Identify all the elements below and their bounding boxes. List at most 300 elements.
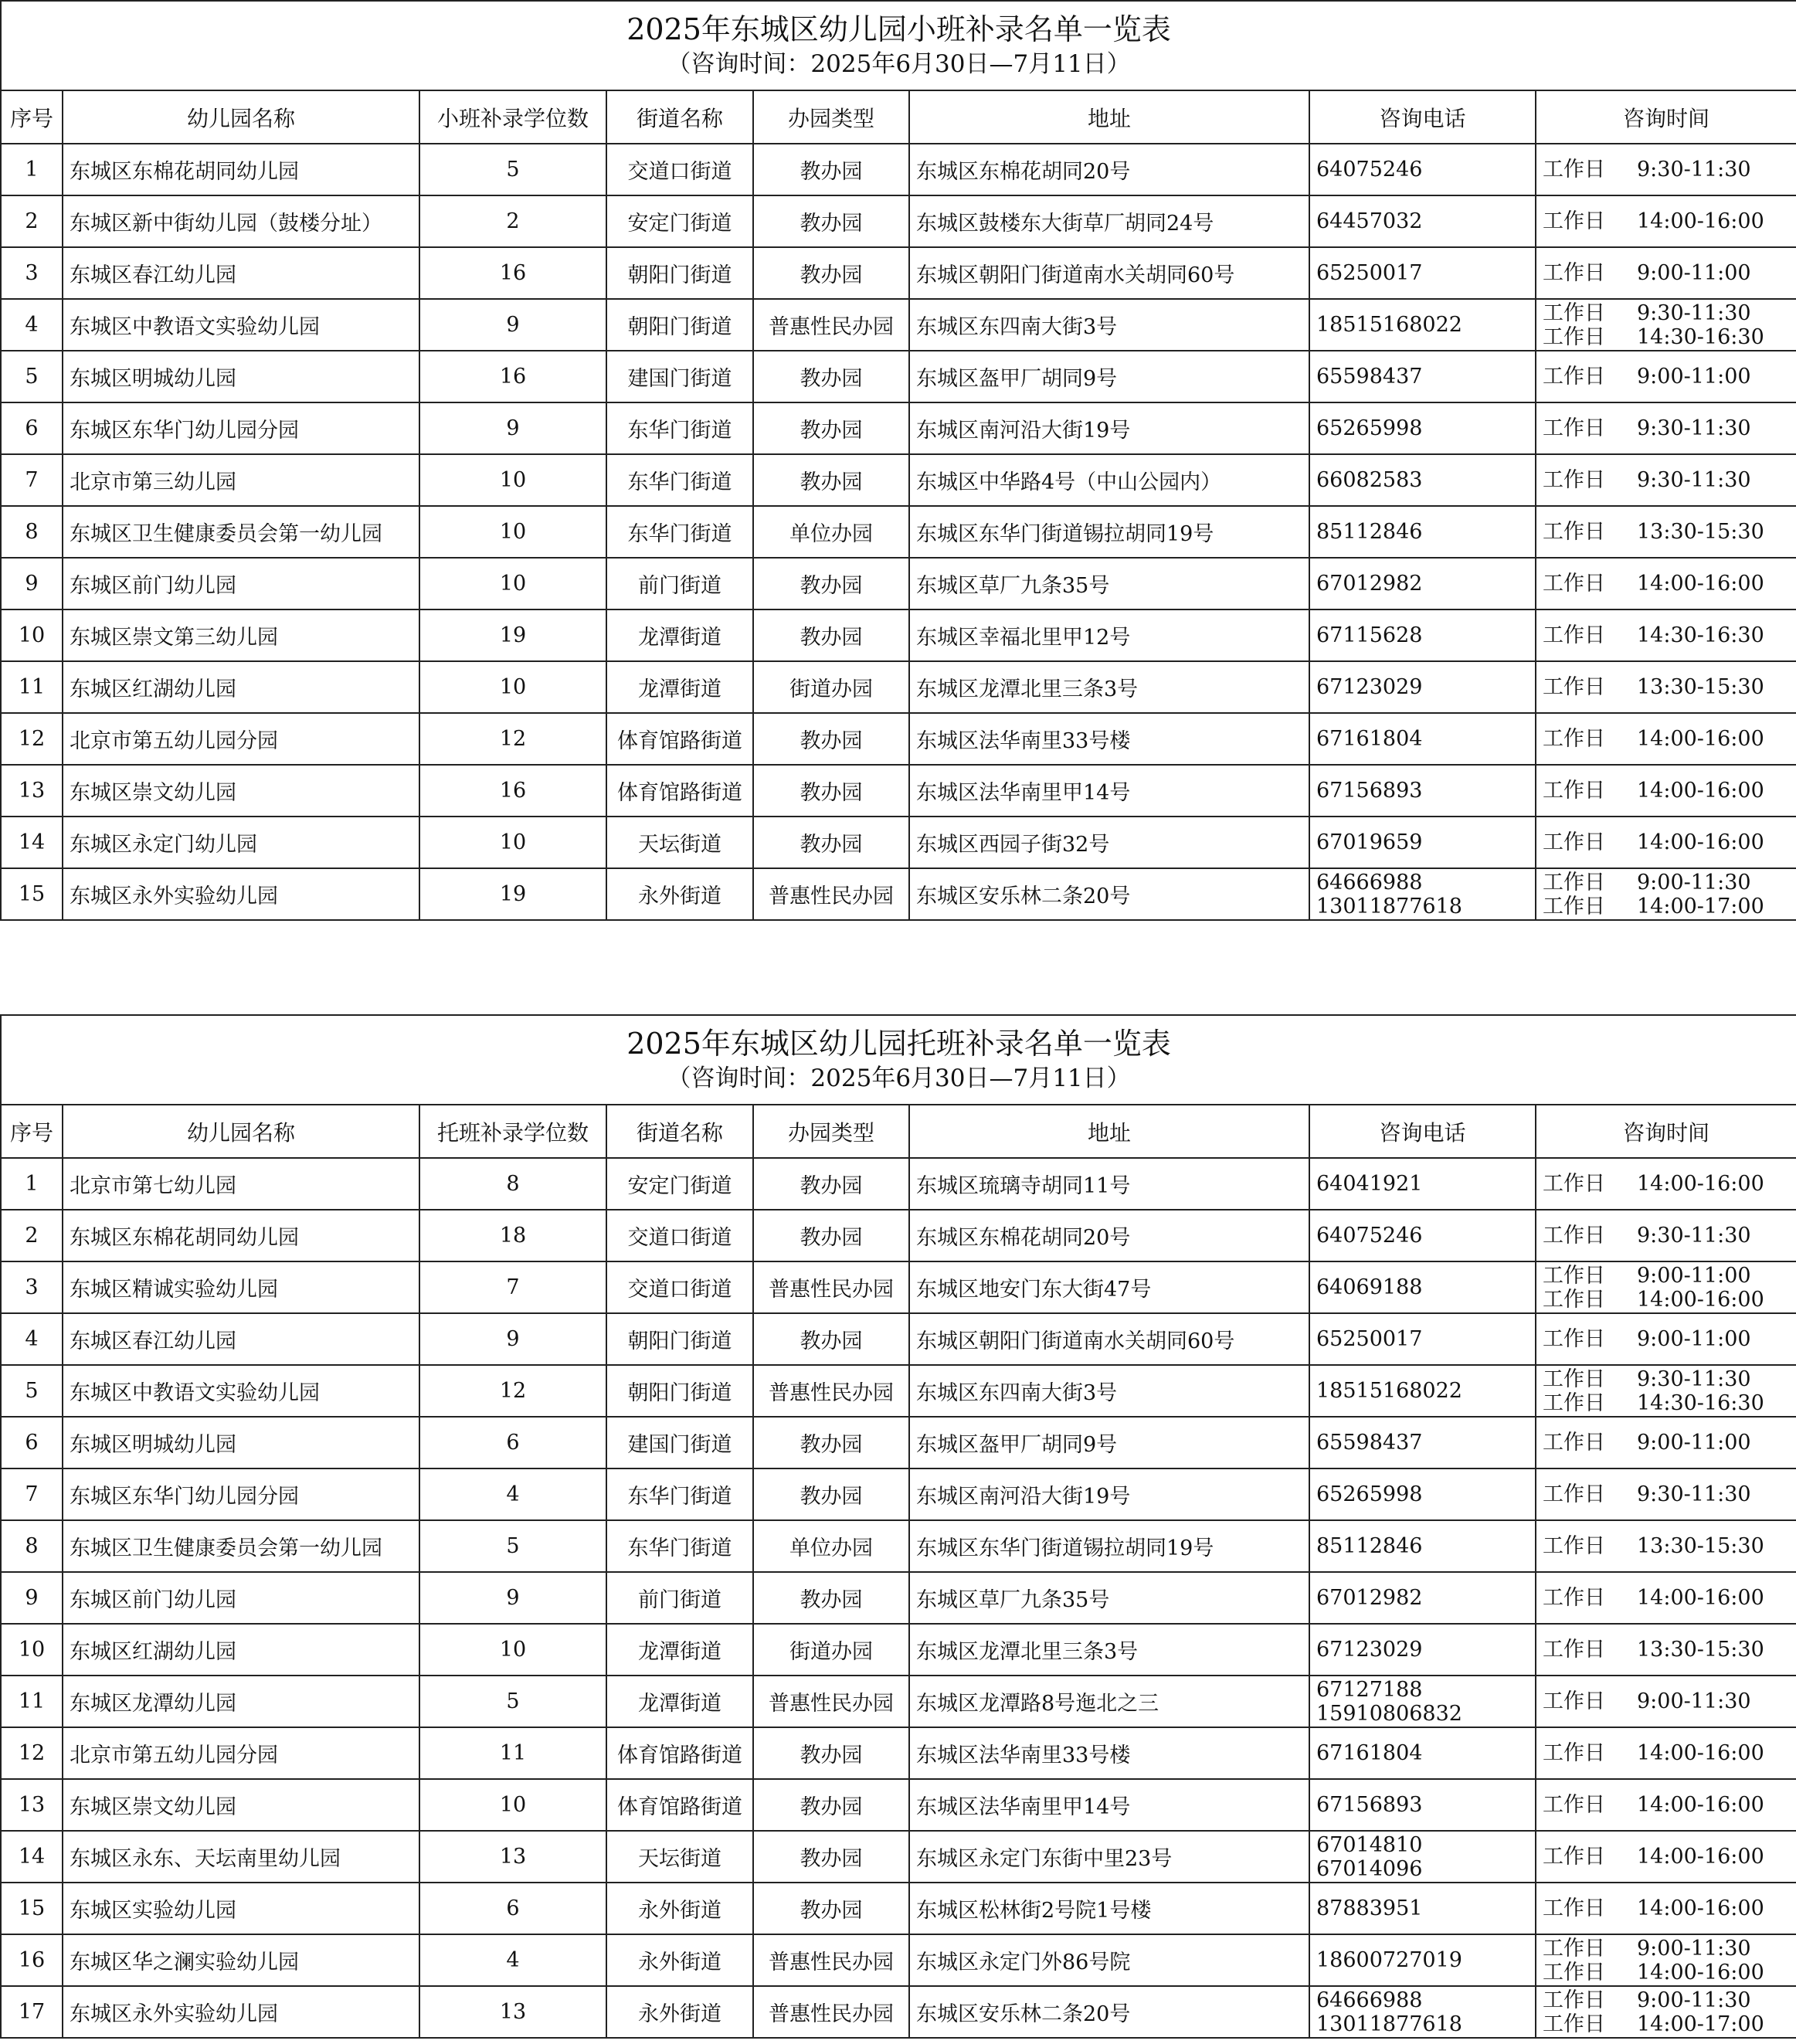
cell-row-number: 2 — [1, 195, 63, 247]
consult-day: 工作日 — [1543, 727, 1605, 751]
cell-row-number: 8 — [1, 506, 63, 558]
cell-school-type: 普惠性民办园 — [753, 1676, 909, 1727]
consult-day: 工作日 — [1543, 416, 1605, 440]
cell-street-name: 朝阳门街道 — [606, 1365, 753, 1417]
cell-consult-time — [1536, 351, 1796, 402]
consult-day: 工作日 — [1543, 1638, 1605, 1662]
cell-school-type: 教办园 — [753, 817, 909, 868]
phone-number: 85112846 — [1316, 520, 1423, 544]
cell-phone — [1309, 661, 1536, 713]
table-title: 2025年东城区幼儿园小班补录名单一览表 — [626, 12, 1171, 46]
cell-consult-time — [1536, 1831, 1796, 1883]
column-header-seat-count: 小班补录学位数 — [419, 90, 606, 144]
phone-number: 67156893 — [1316, 779, 1423, 803]
cell-street-name: 交道口街道 — [606, 1261, 753, 1313]
phone-number: 13011877618 — [1316, 2012, 1462, 2036]
cell-address: 东城区琉璃寺胡同11号 — [909, 1158, 1309, 1210]
consult-time-line — [1543, 895, 1796, 918]
cell-row-number: 15 — [1, 1883, 63, 1934]
cell-address: 东城区朝阳门街道南水关胡同60号 — [909, 1313, 1309, 1365]
cell-phone — [1309, 1934, 1536, 1986]
cell-address: 东城区南河沿大街19号 — [909, 1468, 1309, 1520]
table-row — [1, 1261, 1796, 1313]
cell-phone — [1309, 247, 1536, 299]
column-header-row-number: 序号 — [1, 90, 63, 144]
cell-row-number: 7 — [1, 1468, 63, 1520]
cell-row-number: 11 — [1, 661, 63, 713]
header-row — [1, 1105, 1796, 1158]
consult-time-range: 9:30-11:30 — [1637, 1224, 1751, 1248]
cell-seat-count: 8 — [419, 1158, 606, 1210]
table-row — [1, 1986, 1796, 2038]
cell-seat-count: 10 — [419, 454, 606, 506]
table-row — [1, 765, 1796, 817]
table-row — [1, 1417, 1796, 1468]
cell-address: 东城区中华路4号（中山公园内） — [909, 454, 1309, 506]
cell-kindergarten-name: 东城区永东、天坛南里幼儿园 — [63, 1831, 419, 1883]
cell-address: 东城区东四南大街3号 — [909, 299, 1309, 351]
table-row — [1, 1313, 1796, 1365]
cell-kindergarten-name: 东城区东华门幼儿园分园 — [63, 402, 419, 454]
cell-kindergarten-name: 东城区华之澜实验幼儿园 — [63, 1934, 419, 1986]
consult-time-range: 14:00-16:00 — [1637, 1845, 1764, 1869]
cell-seat-count: 6 — [419, 1417, 606, 1468]
table-row — [1, 402, 1796, 454]
cell-kindergarten-name: 东城区春江幼儿园 — [63, 1313, 419, 1365]
cell-school-type: 教办园 — [753, 247, 909, 299]
cell-phone — [1309, 1986, 1536, 2038]
cell-row-number: 4 — [1, 1313, 63, 1365]
cell-phone — [1309, 1261, 1536, 1313]
cell-seat-count: 13 — [419, 1986, 606, 2038]
phone-number: 67161804 — [1316, 727, 1423, 751]
cell-address: 东城区盔甲厂胡同9号 — [909, 351, 1309, 402]
consult-day: 工作日 — [1543, 1431, 1605, 1455]
consult-time-line — [1543, 1896, 1796, 1920]
cell-address: 东城区松林街2号院1号楼 — [909, 1883, 1309, 1934]
cell-kindergarten-name: 东城区东棉花胡同幼儿园 — [63, 1210, 419, 1261]
cell-kindergarten-name: 东城区永定门幼儿园 — [63, 817, 419, 868]
cell-consult-time — [1536, 195, 1796, 247]
phone-number: 67012982 — [1316, 1586, 1423, 1610]
cell-kindergarten-name: 东城区新中街幼儿园（鼓楼分址） — [63, 195, 419, 247]
phone-number: 64666988 — [1316, 870, 1423, 895]
table-row — [1, 1210, 1796, 1261]
phone-number: 18515168022 — [1316, 313, 1462, 337]
cell-row-number: 2 — [1, 1210, 63, 1261]
phone-number: 64075246 — [1316, 158, 1423, 182]
phone-number: 67115628 — [1316, 623, 1423, 647]
cell-address: 东城区永定门外86号院 — [909, 1934, 1309, 1986]
table-row — [1, 506, 1796, 558]
consult-time-range: 14:00-16:00 — [1637, 1793, 1764, 1817]
title-row — [1, 1, 1796, 90]
small-class-table-section — [0, 0, 1796, 921]
cell-consult-time — [1536, 1365, 1796, 1417]
table-row — [1, 661, 1796, 713]
cell-street-name: 龙潭街道 — [606, 609, 753, 661]
cell-phone — [1309, 1417, 1536, 1468]
consult-day: 工作日 — [1543, 324, 1605, 349]
cell-kindergarten-name: 东城区东棉花胡同幼儿园 — [63, 144, 419, 195]
consult-time-range: 14:00-16:00 — [1637, 727, 1764, 751]
cell-consult-time — [1536, 402, 1796, 454]
cell-address: 东城区法华南里甲14号 — [909, 765, 1309, 817]
table-subtitle: （咨询时间：2025年6月30日—7月11日） — [667, 50, 1131, 78]
cell-consult-time — [1536, 661, 1796, 713]
phone-number: 65250017 — [1316, 261, 1423, 285]
table-row — [1, 817, 1796, 868]
cell-seat-count: 5 — [419, 1520, 606, 1572]
cell-consult-time — [1536, 713, 1796, 765]
cell-address: 东城区东棉花胡同20号 — [909, 144, 1309, 195]
consult-day: 工作日 — [1543, 1988, 1605, 2012]
consult-day: 工作日 — [1543, 1741, 1605, 1765]
cell-kindergarten-name: 东城区明城幼儿园 — [63, 1417, 419, 1468]
cell-street-name: 天坛街道 — [606, 817, 753, 868]
consult-time-line — [1543, 1741, 1796, 1765]
consult-time-range: 9:30-11:30 — [1637, 416, 1751, 440]
cell-school-type: 教办园 — [753, 765, 909, 817]
consult-day: 工作日 — [1543, 1960, 1605, 1985]
consult-time-range: 13:30-15:30 — [1637, 1534, 1764, 1558]
cell-kindergarten-name: 东城区龙潭幼儿园 — [63, 1676, 419, 1727]
cell-row-number: 12 — [1, 1727, 63, 1779]
cell-phone — [1309, 1779, 1536, 1831]
consult-day: 工作日 — [1543, 520, 1605, 544]
cell-address: 东城区西园子街32号 — [909, 817, 1309, 868]
table-row — [1, 454, 1796, 506]
nursery-class-table-section — [0, 1014, 1796, 2039]
cell-school-type: 教办园 — [753, 144, 909, 195]
column-header-address: 地址 — [909, 1105, 1309, 1158]
cell-address: 东城区幸福北里甲12号 — [909, 609, 1309, 661]
column-header-consult-time: 咨询时间 — [1536, 90, 1796, 144]
cell-consult-time — [1536, 1572, 1796, 1624]
consult-time-range: 9:00-11:30 — [1637, 1689, 1751, 1713]
consult-time-line — [1543, 209, 1796, 233]
phone-number: 67012982 — [1316, 572, 1423, 596]
column-header-consult-time: 咨询时间 — [1536, 1105, 1796, 1158]
cell-seat-count: 11 — [419, 1727, 606, 1779]
cell-phone — [1309, 609, 1536, 661]
consult-time-line — [1543, 675, 1796, 699]
cell-phone — [1309, 1313, 1536, 1365]
phone-number: 67161804 — [1316, 1741, 1423, 1765]
cell-row-number: 13 — [1, 765, 63, 817]
cell-seat-count: 10 — [419, 506, 606, 558]
cell-row-number: 16 — [1, 1934, 63, 1986]
cell-phone — [1309, 558, 1536, 609]
column-header-phone: 咨询电话 — [1309, 90, 1536, 144]
consult-time-line — [1543, 1638, 1796, 1662]
cell-kindergarten-name: 东城区永外实验幼儿园 — [63, 1986, 419, 2038]
consult-time-range: 14:30-16:30 — [1637, 1390, 1764, 1415]
cell-street-name: 朝阳门街道 — [606, 1313, 753, 1365]
column-header-address: 地址 — [909, 90, 1309, 144]
cell-kindergarten-name: 北京市第三幼儿园 — [63, 454, 419, 506]
consult-time-range: 14:00-17:00 — [1637, 2012, 1764, 2036]
cell-street-name: 前门街道 — [606, 1572, 753, 1624]
consult-day: 工作日 — [1543, 1936, 1605, 1961]
consult-time-range: 14:00-17:00 — [1637, 894, 1764, 918]
column-header-street-name: 街道名称 — [606, 1105, 753, 1158]
phone-number: 87883951 — [1316, 1896, 1423, 1920]
phone-number: 64069188 — [1316, 1275, 1423, 1299]
cell-address: 东城区草厂九条35号 — [909, 558, 1309, 609]
consult-time-line — [1543, 1586, 1796, 1610]
cell-row-number: 9 — [1, 558, 63, 609]
cell-seat-count: 10 — [419, 817, 606, 868]
consult-time-range: 9:30-11:30 — [1637, 300, 1751, 325]
cell-street-name: 交道口街道 — [606, 1210, 753, 1261]
cell-school-type: 教办园 — [753, 1417, 909, 1468]
phone-number: 15910806832 — [1316, 1701, 1462, 1726]
consult-day: 工作日 — [1543, 830, 1605, 854]
cell-street-name: 龙潭街道 — [606, 1676, 753, 1727]
cell-row-number: 6 — [1, 1417, 63, 1468]
consult-time-range: 9:30-11:30 — [1637, 158, 1751, 182]
consult-time-range: 9:00-11:30 — [1637, 1936, 1751, 1961]
cell-street-name: 交道口街道 — [606, 144, 753, 195]
cell-school-type: 教办园 — [753, 1158, 909, 1210]
table-row — [1, 1158, 1796, 1210]
consult-time-line — [1543, 1988, 1796, 2012]
consult-time-line — [1543, 1961, 1796, 1985]
cell-seat-count: 9 — [419, 1572, 606, 1624]
cell-consult-time — [1536, 454, 1796, 506]
cell-address: 东城区地安门东大街47号 — [909, 1261, 1309, 1313]
cell-kindergarten-name: 北京市第五幼儿园分园 — [63, 713, 419, 765]
consult-day: 工作日 — [1543, 1896, 1605, 1920]
cell-phone — [1309, 1831, 1536, 1883]
cell-row-number: 7 — [1, 454, 63, 506]
cell-address: 东城区法华南里甲14号 — [909, 1779, 1309, 1831]
cell-row-number: 6 — [1, 402, 63, 454]
table-subtitle: （咨询时间：2025年6月30日—7月11日） — [667, 1064, 1131, 1092]
cell-address: 东城区南河沿大街19号 — [909, 402, 1309, 454]
cell-address: 东城区龙潭北里三条3号 — [909, 1624, 1309, 1676]
cell-kindergarten-name: 东城区卫生健康委员会第一幼儿园 — [63, 506, 419, 558]
cell-phone — [1309, 1727, 1536, 1779]
phone-number: 66082583 — [1316, 468, 1423, 492]
cell-consult-time — [1536, 247, 1796, 299]
cell-row-number: 1 — [1, 1158, 63, 1210]
cell-consult-time — [1536, 1417, 1796, 1468]
cell-school-type: 教办园 — [753, 1210, 909, 1261]
cell-row-number: 4 — [1, 299, 63, 351]
cell-street-name: 体育馆路街道 — [606, 1779, 753, 1831]
consult-time-line — [1543, 1689, 1796, 1713]
consult-time-line — [1543, 325, 1796, 349]
phone-number: 67123029 — [1316, 1638, 1423, 1662]
table-row — [1, 1779, 1796, 1831]
cell-kindergarten-name: 东城区红湖幼儿园 — [63, 661, 419, 713]
cell-school-type: 教办园 — [753, 713, 909, 765]
cell-school-type: 普惠性民办园 — [753, 1934, 909, 1986]
cell-seat-count: 10 — [419, 558, 606, 609]
cell-address: 东城区安乐林二条20号 — [909, 1986, 1309, 2038]
consult-day: 工作日 — [1543, 1327, 1605, 1351]
cell-kindergarten-name: 东城区前门幼儿园 — [63, 558, 419, 609]
cell-consult-time — [1536, 817, 1796, 868]
consult-time-range: 14:00-16:00 — [1637, 1172, 1764, 1196]
cell-street-name: 东华门街道 — [606, 454, 753, 506]
consult-time-line — [1543, 468, 1796, 492]
consult-day: 工作日 — [1543, 300, 1605, 325]
cell-consult-time — [1536, 1727, 1796, 1779]
table-title: 2025年东城区幼儿园托班补录名单一览表 — [626, 1027, 1171, 1061]
consult-day: 工作日 — [1543, 1534, 1605, 1558]
consult-time-range: 14:00-16:00 — [1637, 572, 1764, 596]
consult-time-range: 13:30-15:30 — [1637, 675, 1764, 699]
consult-day: 工作日 — [1543, 675, 1605, 699]
phone-number: 18515168022 — [1316, 1379, 1462, 1403]
cell-seat-count: 9 — [419, 402, 606, 454]
table-title-cell — [1, 1, 1796, 90]
consult-time-range: 14:00-16:00 — [1637, 1896, 1764, 1920]
cell-row-number: 8 — [1, 1520, 63, 1572]
consult-time-range: 14:30-16:30 — [1637, 324, 1764, 349]
consult-time-line — [1543, 1431, 1796, 1455]
cell-school-type: 街道办园 — [753, 1624, 909, 1676]
cell-address: 东城区龙潭路8号迤北之三 — [909, 1676, 1309, 1727]
cell-phone — [1309, 1572, 1536, 1624]
cell-seat-count: 19 — [419, 868, 606, 920]
table-row — [1, 1572, 1796, 1624]
consult-day: 工作日 — [1543, 1845, 1605, 1869]
cell-row-number: 5 — [1, 351, 63, 402]
cell-row-number: 5 — [1, 1365, 63, 1417]
cell-school-type: 教办园 — [753, 558, 909, 609]
cell-school-type: 街道办园 — [753, 661, 909, 713]
cell-row-number: 10 — [1, 609, 63, 661]
cell-seat-count: 5 — [419, 144, 606, 195]
cell-address: 东城区草厂九条35号 — [909, 1572, 1309, 1624]
cell-consult-time — [1536, 1934, 1796, 1986]
cell-school-type: 普惠性民办园 — [753, 868, 909, 920]
consult-time-line — [1543, 623, 1796, 647]
cell-street-name: 体育馆路街道 — [606, 713, 753, 765]
consult-time-line — [1543, 1264, 1796, 1288]
consult-time-range: 14:00-16:00 — [1637, 1960, 1764, 1985]
cell-street-name: 朝阳门街道 — [606, 247, 753, 299]
cell-street-name: 朝阳门街道 — [606, 299, 753, 351]
table-row — [1, 1520, 1796, 1572]
cell-row-number: 12 — [1, 713, 63, 765]
cell-phone — [1309, 454, 1536, 506]
consult-time-line — [1543, 1845, 1796, 1869]
consult-time-range: 9:00-11:00 — [1637, 1431, 1751, 1455]
cell-seat-count: 12 — [419, 713, 606, 765]
phone-number: 67123029 — [1316, 675, 1423, 699]
cell-consult-time — [1536, 558, 1796, 609]
cell-consult-time — [1536, 1468, 1796, 1520]
consult-day: 工作日 — [1543, 1482, 1605, 1506]
cell-phone — [1309, 299, 1536, 351]
table-row — [1, 247, 1796, 299]
cell-kindergarten-name: 东城区崇文幼儿园 — [63, 765, 419, 817]
consult-time-range: 14:00-16:00 — [1637, 209, 1764, 233]
consult-time-line — [1543, 1327, 1796, 1351]
cell-street-name: 天坛街道 — [606, 1831, 753, 1883]
cell-kindergarten-name: 北京市第五幼儿园分园 — [63, 1727, 419, 1779]
consult-time-range: 14:00-16:00 — [1637, 830, 1764, 854]
phone-number: 85112846 — [1316, 1534, 1423, 1558]
consult-day: 工作日 — [1543, 158, 1605, 182]
consult-day: 工作日 — [1543, 1390, 1605, 1415]
cell-consult-time — [1536, 1779, 1796, 1831]
cell-consult-time — [1536, 1210, 1796, 1261]
cell-street-name: 前门街道 — [606, 558, 753, 609]
cell-phone — [1309, 765, 1536, 817]
consult-time-range: 9:00-11:30 — [1637, 870, 1751, 895]
cell-phone — [1309, 351, 1536, 402]
cell-row-number: 9 — [1, 1572, 63, 1624]
consult-time-range: 9:30-11:30 — [1637, 1482, 1751, 1506]
cell-school-type: 普惠性民办园 — [753, 1365, 909, 1417]
cell-consult-time — [1536, 1520, 1796, 1572]
cell-street-name: 东华门街道 — [606, 1520, 753, 1572]
cell-kindergarten-name: 东城区崇文幼儿园 — [63, 1779, 419, 1831]
cell-consult-time — [1536, 1676, 1796, 1727]
table-title-cell — [1, 1015, 1796, 1105]
table-row — [1, 1468, 1796, 1520]
consult-time-range: 14:00-16:00 — [1637, 1287, 1764, 1312]
consult-time-line — [1543, 779, 1796, 803]
cell-phone — [1309, 713, 1536, 765]
cell-school-type: 教办园 — [753, 1727, 909, 1779]
cell-phone — [1309, 1883, 1536, 1934]
title-row — [1, 1015, 1796, 1105]
consult-time-line — [1543, 301, 1796, 325]
cell-consult-time — [1536, 144, 1796, 195]
table-row — [1, 351, 1796, 402]
cell-school-type: 教办园 — [753, 609, 909, 661]
cell-school-type: 教办园 — [753, 1468, 909, 1520]
cell-school-type: 普惠性民办园 — [753, 1261, 909, 1313]
consult-time-range: 9:30-11:30 — [1637, 468, 1751, 492]
phone-number: 18600727019 — [1316, 1948, 1462, 1972]
consult-time-range: 14:30-16:30 — [1637, 623, 1764, 647]
phone-number: 67127188 — [1316, 1677, 1423, 1702]
cell-street-name: 永外街道 — [606, 1883, 753, 1934]
cell-school-type: 教办园 — [753, 454, 909, 506]
cell-kindergarten-name: 东城区中教语文实验幼儿园 — [63, 299, 419, 351]
cell-phone — [1309, 1676, 1536, 1727]
cell-street-name: 东华门街道 — [606, 506, 753, 558]
cell-consult-time — [1536, 1624, 1796, 1676]
cell-phone — [1309, 1468, 1536, 1520]
table-row — [1, 868, 1796, 920]
cell-seat-count: 19 — [419, 609, 606, 661]
cell-consult-time — [1536, 1261, 1796, 1313]
consult-time-range: 9:00-11:30 — [1637, 1988, 1751, 2012]
cell-address: 东城区法华南里33号楼 — [909, 713, 1309, 765]
enrollment-table — [0, 0, 1796, 921]
cell-seat-count: 10 — [419, 1624, 606, 1676]
table-row — [1, 1676, 1796, 1727]
consult-time-range: 9:00-11:00 — [1637, 1327, 1751, 1351]
consult-time-line — [1543, 572, 1796, 596]
cell-row-number: 17 — [1, 1986, 63, 2038]
cell-kindergarten-name: 东城区永外实验幼儿园 — [63, 868, 419, 920]
cell-address: 东城区朝阳门街道南水关胡同60号 — [909, 247, 1309, 299]
cell-seat-count: 16 — [419, 765, 606, 817]
consult-time-line — [1543, 1534, 1796, 1558]
cell-kindergarten-name: 东城区卫生健康委员会第一幼儿园 — [63, 1520, 419, 1572]
cell-address: 东城区安乐林二条20号 — [909, 868, 1309, 920]
